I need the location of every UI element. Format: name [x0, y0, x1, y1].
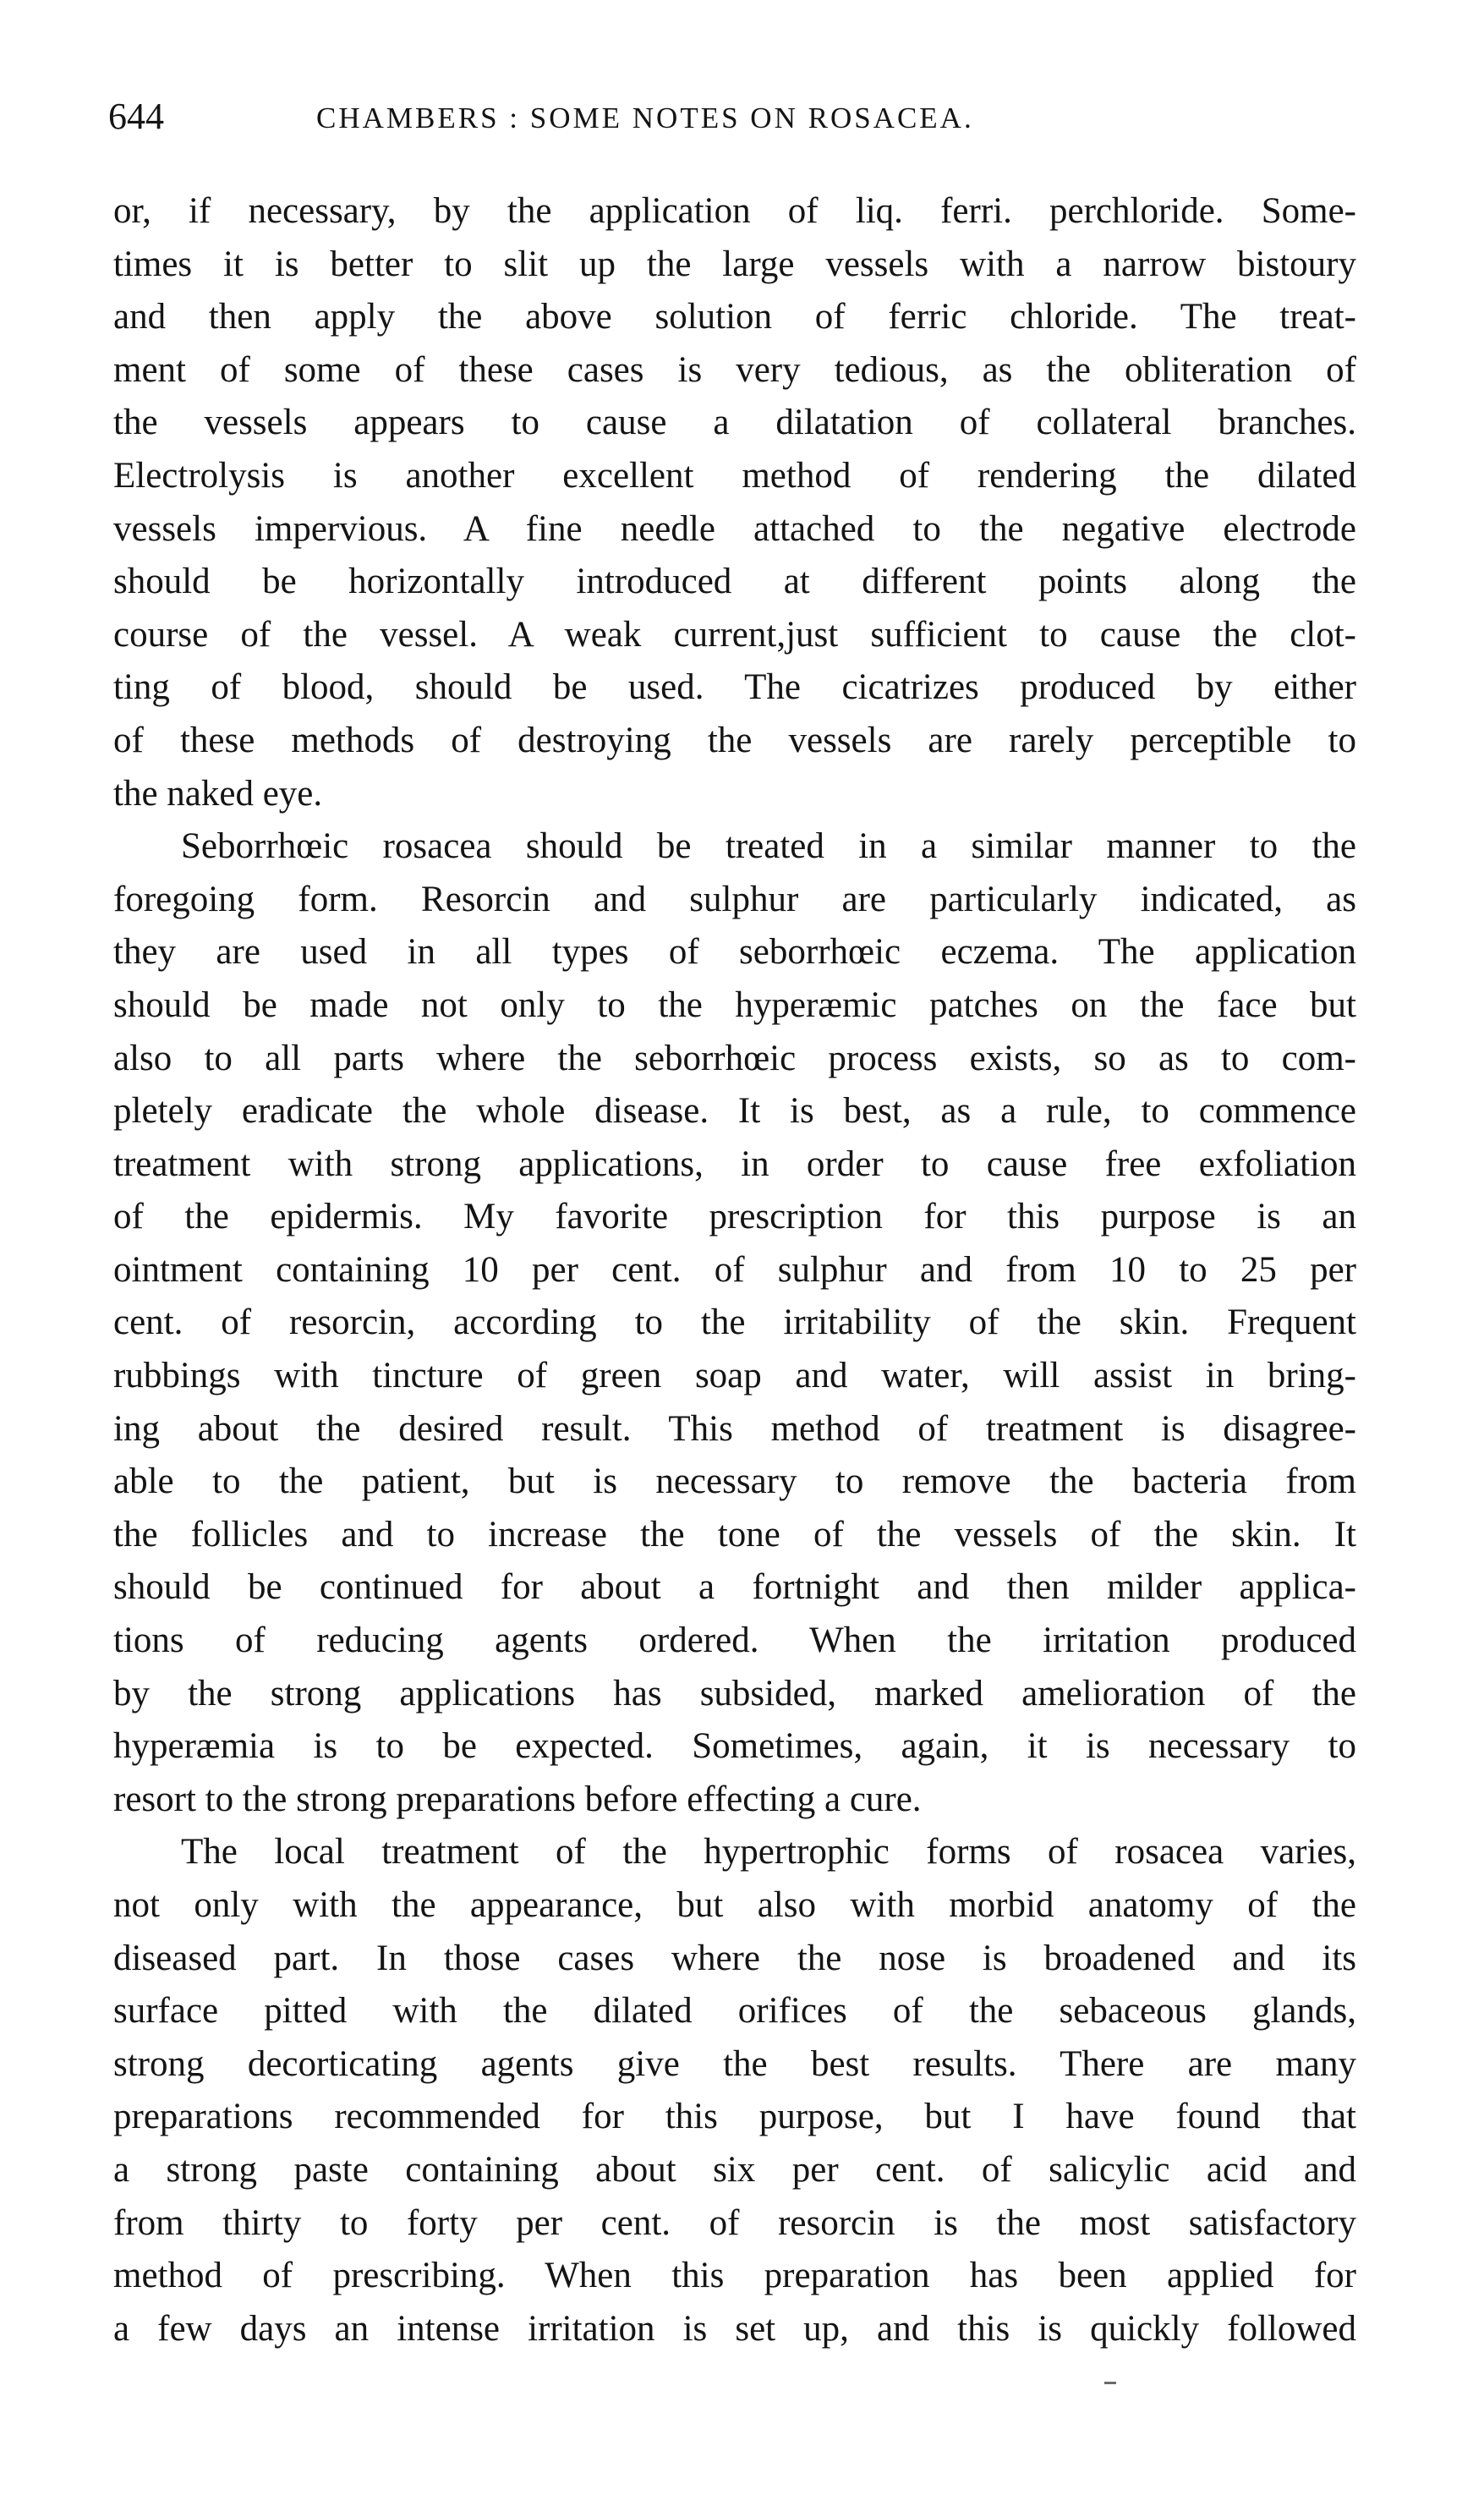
text-line: a strong paste containing about six per cent. of salicylic acid and — [113, 2149, 1356, 2190]
text-line: also to all parts where the seborrhœic process exists, so as to com- — [113, 1038, 1356, 1078]
text-line: able to the patient, but is necessary to remove the bacteria from — [113, 1461, 1356, 1502]
text-line: should be continued for about a fortnight and then milder applica- — [113, 1567, 1356, 1608]
text-line: strong decorticating agents give the best results. There are many — [113, 2043, 1356, 2084]
text-line: ting of blood, should be used. The cicatrizes produced by either — [113, 667, 1356, 708]
text-line: they are used in all types of seborrhœic eczema. The application — [113, 932, 1356, 973]
text-line: by the strong applications has subsided, marked amelioration of the — [113, 1673, 1356, 1714]
page-number: 644 — [108, 96, 164, 137]
running-head: CHAMBERS : SOME NOTES ON ROSACEA. — [316, 101, 974, 134]
text-line: foregoing form. Resorcin and sulphur are particularly indicated, as — [113, 879, 1356, 919]
text-line: Electrolysis is another excellent method of rendering the dilated — [113, 455, 1356, 496]
footer-dash-mark — [1104, 2382, 1116, 2384]
running-header — [108, 91, 1360, 142]
text-line: rubbings with tincture of green soap and water, will assist in bring- — [113, 1356, 1356, 1396]
text-line: or, if necessary, by the application of liq. ferri. perchloride. Some- — [113, 191, 1356, 231]
text-line: and then apply the above solution of ferric chloride. The treat- — [113, 297, 1356, 337]
text-line: from thirty to forty per cent. of resorcin is the most satisfactory — [113, 2202, 1356, 2243]
text-line: ment of some of these cases is very tedious, as the obliteration of — [113, 349, 1356, 390]
text-line: The local treatment of the hypertrophic forms of rosacea varies, — [181, 1832, 1356, 1873]
body-text — [113, 185, 1356, 2355]
text-line: should be made not only to the hyperæmic patches on the face but — [113, 984, 1356, 1025]
text-line: surface pitted with the dilated orifices of the sebaceous glands, — [113, 1991, 1356, 2032]
text-line: course of the vessel. A weak current,just sufficient to cause the clot- — [113, 614, 1356, 655]
text-line: not only with the appearance, but also with morbid anatomy of the — [113, 1885, 1356, 1925]
text-line: resort to the strong preparations before effecting a cure. — [113, 1779, 922, 1819]
text-line: method of prescribing. When this preparation has been applied for — [113, 2256, 1356, 2296]
text-line: a few days an intense irritation is set up, and this is quickly followed — [113, 2308, 1356, 2349]
text-line: times it is better to slit up the large vessels with a narrow bistoury — [113, 244, 1356, 284]
text-line: hyperæmia is to be expected. Sometimes, again, it is necessary to — [113, 1726, 1356, 1767]
text-line: ing about the desired result. This method of treatment is disagree- — [113, 1408, 1356, 1449]
text-line: ointment containing 10 per cent. of sulphur and from 10 to 25 per — [113, 1249, 1356, 1290]
text-line: pletely eradicate the whole disease. It is best, as a rule, to commence — [113, 1091, 1356, 1132]
text-line: diseased part. In those cases where the nose is broadened and its — [113, 1938, 1356, 1978]
text-line: the vessels appears to cause a dilatation of collateral branches. — [113, 403, 1356, 443]
text-line: Seborrhœic rosacea should be treated in a similar manner to the — [181, 826, 1356, 867]
text-line: of these methods of destroying the vessels are rarely perceptible to — [113, 720, 1356, 760]
text-line: cent. of resorcin, according to the irritability of the skin. Frequent — [113, 1302, 1356, 1343]
text-line: the follicles and to increase the tone of the vessels of the skin. It — [113, 1514, 1356, 1555]
text-line: vessels impervious. A fine needle attached to the negative electrode — [113, 508, 1356, 549]
text-line: the naked eye. — [113, 773, 323, 814]
text-line: of the epidermis. My favorite prescription for this purpose is an — [113, 1197, 1356, 1237]
text-line: should be horizontally introduced at different points along the — [113, 562, 1356, 602]
text-line: tions of reducing agents ordered. When the irritation produced — [113, 1620, 1356, 1661]
text-line: treatment with strong applications, in order to cause free exfoliation — [113, 1143, 1356, 1184]
text-line: preparations recommended for this purpose, but I have found that — [113, 2097, 1356, 2137]
